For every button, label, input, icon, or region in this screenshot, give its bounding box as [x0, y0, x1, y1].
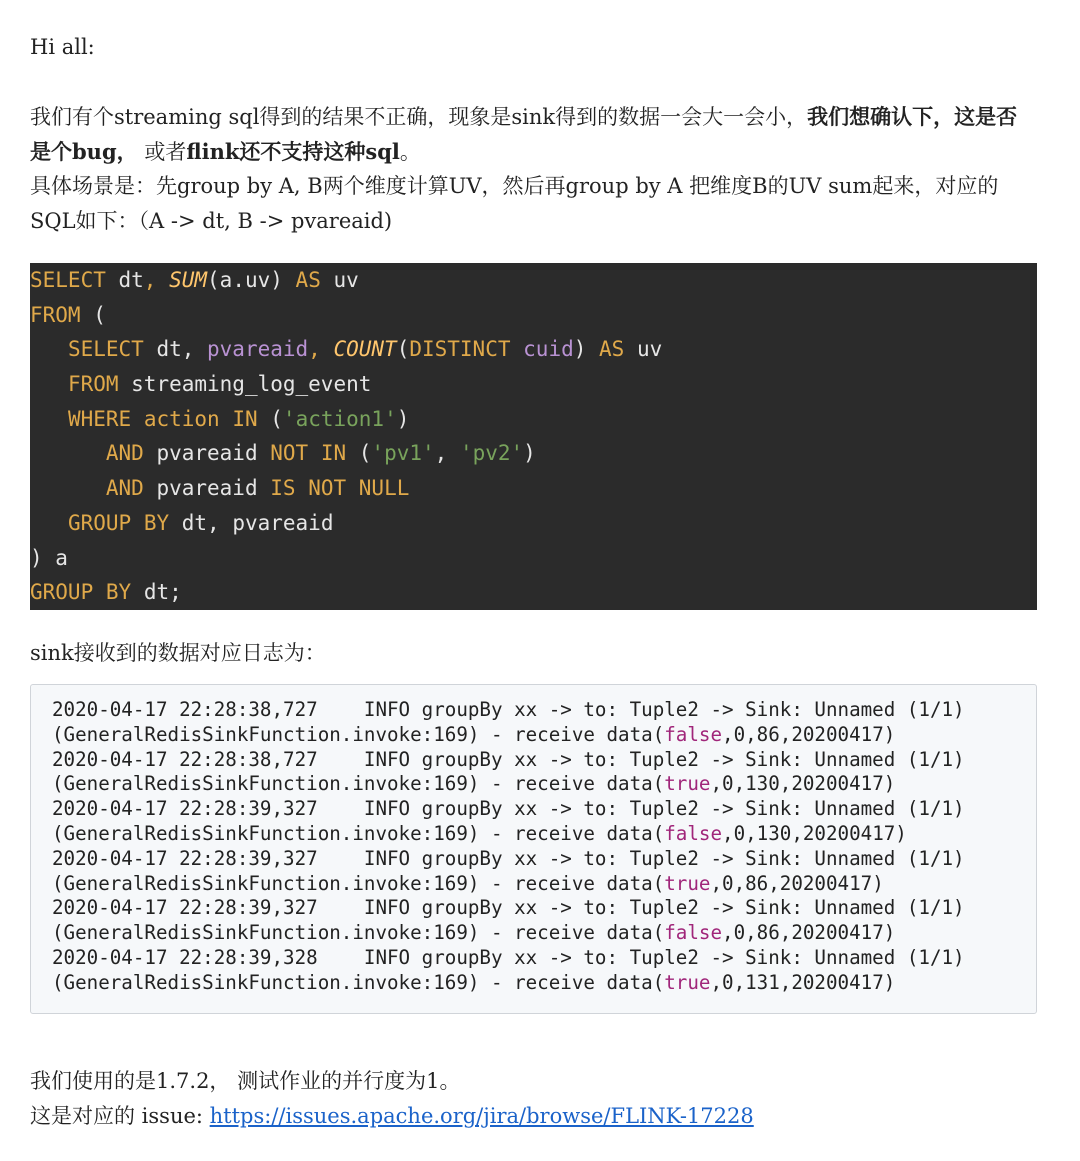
- sql-line: [30, 471, 1037, 506]
- intro-bold-flink: flink还不支持这种sql: [186, 138, 400, 164]
- sql-token: FROM: [67, 372, 119, 397]
- log-flag: false: [664, 722, 723, 746]
- sql-token: DISTINCT: [409, 337, 511, 362]
- log-line-head: 2020-04-17 22:28:38,727 INFO groupBy xx -> to: Tuple2 -> Sink: Unnamed (1/1): [52, 747, 965, 771]
- log-values: ,0,130,20200417: [722, 821, 896, 845]
- log-values: ,0,130,20200417: [710, 772, 884, 796]
- sql-token: dt,: [143, 337, 208, 362]
- sql-token: uv: [320, 268, 359, 292]
- log-suffix: ): [895, 821, 907, 845]
- sql-token: [296, 476, 309, 500]
- sql-token: [346, 476, 359, 500]
- sql-token: [511, 337, 524, 361]
- log-values: ,0,131,20200417: [710, 970, 884, 994]
- log-code-block: [30, 684, 1037, 1014]
- intro-text-or: 或者: [144, 139, 187, 164]
- log-flag: true: [664, 772, 711, 796]
- log-flag: false: [664, 821, 723, 845]
- sql-token: cuid: [523, 337, 574, 362]
- issue-line: [30, 1099, 1036, 1134]
- sql-token: WHERE: [67, 406, 132, 431]
- sql-code-block: [30, 263, 1037, 610]
- log-line-head: 2020-04-17 22:28:38,727 INFO groupBy xx -> to: Tuple2 -> Sink: Unnamed (1/1): [52, 698, 965, 721]
- sql-token: dt: [105, 268, 144, 292]
- sql-token: SELECT: [30, 268, 106, 292]
- log-suffix: ): [883, 921, 896, 945]
- sql-token: AS: [295, 268, 321, 292]
- sql-token: IN: [320, 441, 347, 466]
- log-suffix: ): [883, 722, 896, 746]
- intro-scenario: 具体场景是：先group by A, B两个维度计算UV，然后再group by A 把维度B的UV sum起来，对应的SQL如下：（A -> dt, B -> pvareaid): [30, 174, 999, 233]
- sql-token: [220, 407, 233, 431]
- sql-token: GROUP: [30, 580, 94, 605]
- sql-line: [30, 402, 1037, 437]
- log-values: ,0,86,20200417: [722, 722, 884, 746]
- sql-line: [30, 436, 1037, 471]
- log-prefix: (GeneralRedisSinkFunction.invoke:169) - receive data(: [52, 722, 665, 746]
- sql-token: [30, 511, 68, 535]
- sql-token: NULL: [358, 476, 410, 501]
- log-flag: false: [664, 921, 723, 945]
- sql-token: AND: [105, 476, 144, 501]
- sql-token: IS: [270, 476, 296, 501]
- intro-period: 。: [399, 139, 421, 164]
- sql-token: 'pv1': [371, 441, 435, 466]
- sql-line: [30, 506, 1037, 541]
- sql-line: [30, 298, 1037, 333]
- sql-token: [30, 441, 106, 465]
- sql-token: [93, 580, 106, 604]
- sql-token: COUNT: [333, 337, 397, 362]
- log-prefix: (GeneralRedisSinkFunction.invoke:169) - receive data(: [52, 921, 665, 945]
- greeting-text: Hi all:: [30, 35, 95, 59]
- sql-token: ,: [143, 268, 170, 292]
- log-prefix: (GeneralRedisSinkFunction.invoke:169) - receive data(: [52, 970, 665, 994]
- sql-token: pvareaid: [207, 337, 309, 362]
- log-line-data: [52, 822, 1036, 847]
- sql-token: (: [346, 441, 372, 466]
- log-line-head: 2020-04-17 22:28:39,327 INFO groupBy xx -> to: Tuple2 -> Sink: Unnamed (1/1): [52, 797, 965, 821]
- sql-token: ,: [434, 441, 460, 466]
- sql-token: 'action1': [282, 406, 397, 431]
- sql-token: ): [523, 441, 536, 466]
- sql-token: (a.uv): [207, 268, 296, 292]
- sql-token: ) a: [30, 545, 68, 570]
- intro-text: 我们有个streaming sql得到的结果不正确，现象是sink得到的数据一会大一会小，: [30, 105, 808, 129]
- sql-token: pvareaid: [143, 476, 271, 501]
- sql-token: SUM: [169, 268, 208, 292]
- issue-link[interactable]: https://issues.apache.org/jira/browse/FLINK-17228: [209, 1104, 754, 1128]
- sql-line: [30, 541, 1037, 576]
- sink-log-label: sink接收到的数据对应日志为：: [30, 641, 326, 665]
- log-values: ,0,86,20200417: [722, 921, 884, 945]
- log-line-head: 2020-04-17 22:28:39,327 INFO groupBy xx -> to: Tuple2 -> Sink: Unnamed (1/1): [52, 896, 965, 920]
- log-line-data: [52, 971, 1036, 996]
- sql-token: dt;: [131, 580, 182, 605]
- sql-token: AND: [105, 441, 144, 466]
- sql-token: [131, 511, 144, 535]
- sql-token: dt, pvareaid: [169, 510, 334, 535]
- sql-token: NOT: [270, 441, 309, 466]
- issue-label: 这是对应的 issue:: [30, 1104, 210, 1128]
- sql-token: [30, 372, 68, 396]
- sql-token: NOT: [308, 476, 347, 501]
- sql-token: (: [80, 302, 106, 327]
- sql-token: (: [396, 337, 410, 362]
- sql-token: GROUP: [67, 510, 132, 535]
- sql-token: 'pv2': [459, 441, 524, 466]
- log-suffix: ): [883, 970, 896, 994]
- intro-paragraph: [30, 100, 1036, 238]
- sql-line: [30, 263, 1037, 298]
- sql-token: action: [143, 406, 220, 431]
- sql-token: IN: [232, 406, 258, 431]
- log-suffix: ): [872, 871, 884, 895]
- sql-line: [30, 575, 1037, 610]
- sql-line: [30, 332, 1037, 367]
- log-flag: true: [664, 871, 711, 895]
- log-line-data: [52, 772, 1036, 797]
- version-text: 我们使用的是1.7.2， 测试作业的并行度为1。: [30, 1069, 461, 1093]
- log-line-head: 2020-04-17 22:28:39,328 INFO groupBy xx -> to: Tuple2 -> Sink: Unnamed (1/1): [52, 945, 965, 969]
- log-prefix: (GeneralRedisSinkFunction.invoke:169) - receive data(: [52, 871, 665, 895]
- sql-token: BY: [143, 510, 170, 535]
- log-prefix: (GeneralRedisSinkFunction.invoke:169) - receive data(: [52, 772, 665, 796]
- sql-token: ,: [308, 337, 334, 362]
- sql-token: ): [573, 337, 600, 362]
- sql-token: [308, 441, 321, 465]
- sql-token: uv: [624, 337, 663, 362]
- sql-token: [131, 407, 144, 431]
- sql-token: FROM: [30, 302, 81, 327]
- sql-token: [30, 337, 68, 361]
- sql-token: BY: [105, 580, 132, 605]
- log-suffix: ): [883, 772, 896, 796]
- log-prefix: (GeneralRedisSinkFunction.invoke:169) - receive data(: [52, 821, 665, 845]
- log-values: ,0,86,20200417: [710, 871, 873, 895]
- sql-token: ): [396, 406, 410, 431]
- log-line-head: 2020-04-17 22:28:39,327 INFO groupBy xx -> to: Tuple2 -> Sink: Unnamed (1/1): [52, 846, 965, 870]
- log-line-data: [52, 723, 1036, 748]
- sql-token: AS: [599, 337, 625, 362]
- sql-line: [30, 367, 1037, 402]
- sql-token: [30, 407, 68, 431]
- sql-token: (: [257, 406, 283, 431]
- log-flag: true: [664, 970, 711, 994]
- intro-bold-question: 我们想确认下，这是否是个bug，: [30, 104, 1018, 164]
- sql-token: streaming_log_event: [118, 372, 372, 397]
- sql-token: [30, 476, 106, 500]
- log-line-data: [52, 921, 1036, 946]
- sql-token: SELECT: [67, 337, 144, 362]
- log-line-data: [52, 872, 1036, 897]
- sql-token: pvareaid: [143, 441, 271, 466]
